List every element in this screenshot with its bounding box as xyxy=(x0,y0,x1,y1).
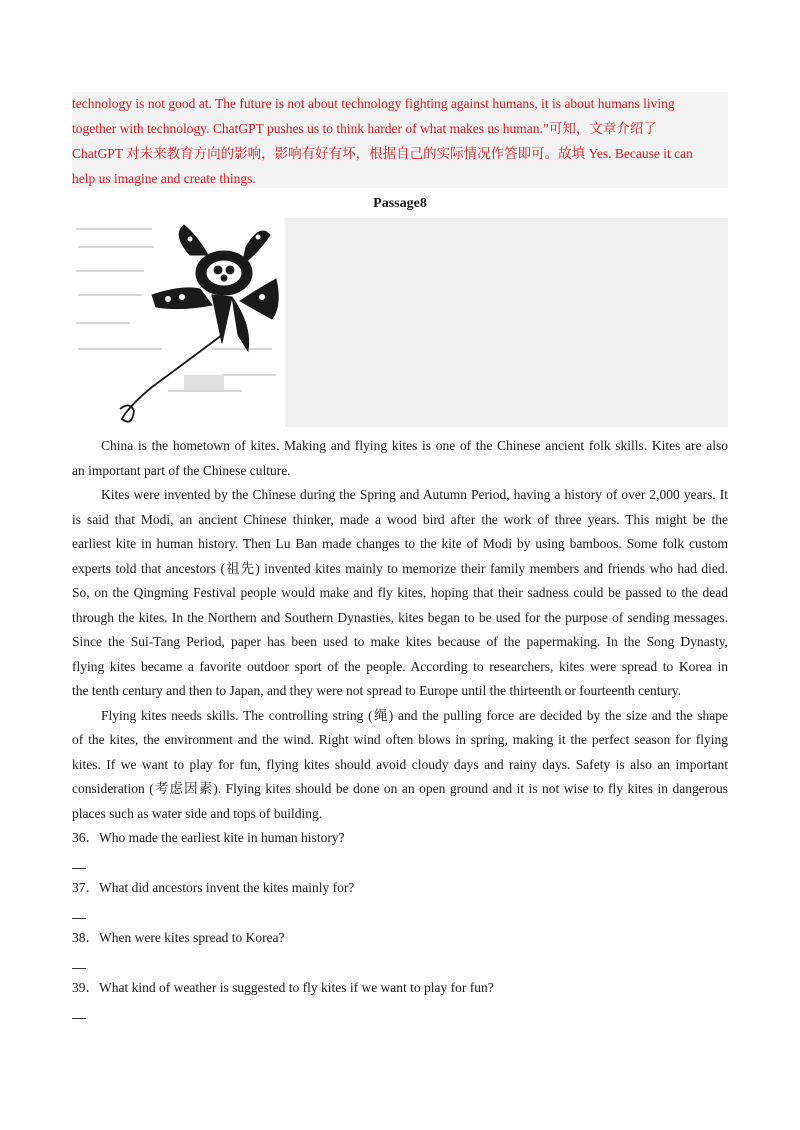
question-39 xyxy=(72,979,728,997)
question-number: 37． xyxy=(72,880,99,895)
paragraph-line: is said that Modi, an ancient Chinese thinker, made a wood bird after the work of three years. This might be the xyxy=(72,512,728,527)
paragraph-line: Kites were invented by the Chinese during the Spring and Autumn Period, having a history of over 2,000 years. It xyxy=(101,487,728,502)
question-number: 39． xyxy=(72,980,99,995)
figure-background xyxy=(285,218,728,427)
paragraph-line: an important part of the Chinese culture. xyxy=(72,463,291,478)
paragraph-line: flying kites became a favorite outdoor sport of the people. According to researchers, kites were spread to Korea in xyxy=(72,659,728,674)
kite-illustration xyxy=(72,215,284,429)
answer-line: ChatGPT 对未来教育方向的影响，影响有好有坏，根据自己的实际情况作答即可。故填 Yes. Because it can xyxy=(72,146,693,161)
paragraph-line: kites. If we want to play for fun, flying kites should avoid cloudy days and rainy days. Safety is also an important xyxy=(72,757,728,772)
paragraph-line: So, on the Qingming Festival people would make and fly kites, hoping that their sadness could be passed to the dead xyxy=(72,585,728,600)
paragraph-line: the tenth century and then to Japan, and they were not spread to Europe until the thirteenth or fourteenth century. xyxy=(72,683,682,698)
paragraph-line: China is the hometown of kites. Making and flying kites is one of the Chinese ancient folk skills. Kites are also xyxy=(101,438,728,453)
kite-icon xyxy=(72,215,284,429)
answer-blank[interactable] xyxy=(72,968,86,969)
paragraph-line: consideration (考虑因素). Flying kites should be done on an open ground and it is not wise to fly kites in dangerous xyxy=(72,781,728,796)
question-37 xyxy=(72,879,728,897)
paragraph-line: of the kites, the environment and the wind. Right wind often blows in spring, making it the perfect season for flying xyxy=(72,732,728,747)
paragraph-line: earliest kite in human history. Then Lu Ban made changes to the kite of Modi by using bamboos. Some folk custom xyxy=(72,536,728,551)
passage-title: Passage8 xyxy=(373,196,427,211)
answer-line: technology is not good at. The future is not about technology fighting against humans, it is about humans living xyxy=(72,96,675,111)
paragraph-line: through the kites. In the Northern and Southern Dynasties, kites began to be used for the purpose of sending messages. xyxy=(72,610,728,625)
paragraph-line: places such as water side and tops of building. xyxy=(72,806,323,821)
paragraph-line: Since the Sui-Tang Period, paper has been used to make kites because of the papermaking. In the Song Dynasty, xyxy=(72,634,728,649)
paragraph-line: experts told that ancestors (祖先) invented kites mainly to memorize their family members and friends who had died. xyxy=(72,561,728,576)
question-36 xyxy=(72,829,728,847)
question-38 xyxy=(72,929,728,947)
paragraph-line: Flying kites needs skills. The controlling string (绳) and the pulling force are decided by the size and the shape xyxy=(101,708,728,723)
question-text: Who made the earliest kite in human history? xyxy=(99,830,345,845)
question-text: What kind of weather is suggested to fly kites if we want to play for fun? xyxy=(99,980,494,995)
answer-line: help us imagine and create things. xyxy=(72,171,256,186)
question-text: What did ancestors invent the kites mainly for? xyxy=(99,880,355,895)
question-number: 36． xyxy=(72,830,99,845)
answer-blank[interactable] xyxy=(72,1018,86,1019)
question-text: When were kites spread to Korea? xyxy=(99,930,285,945)
answer-blank[interactable] xyxy=(72,918,86,919)
question-number: 38． xyxy=(72,930,99,945)
answer-line: together with technology. ChatGPT pushes us to think harder of what makes us human.”可知，文章介绍了 xyxy=(72,121,657,136)
answer-blank[interactable] xyxy=(72,868,86,869)
